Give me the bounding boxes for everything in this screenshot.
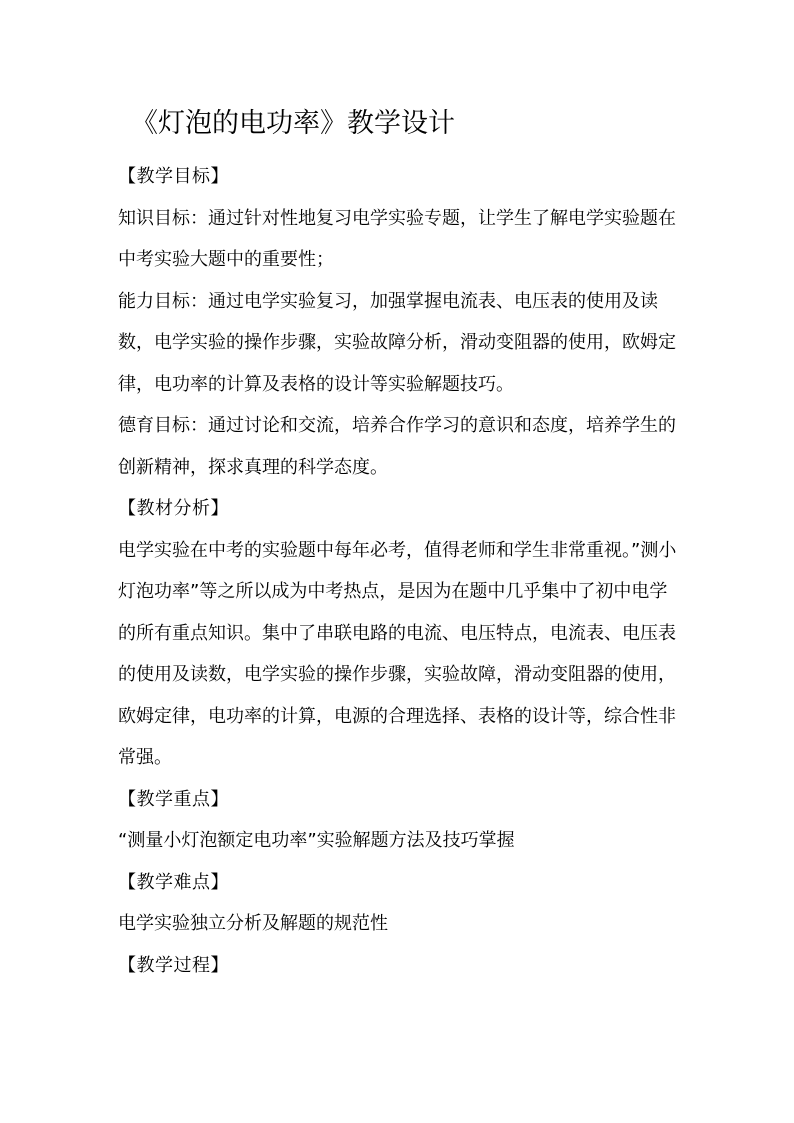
section-heading-key-points: 【教学重点】: [118, 788, 229, 810]
paragraph-moral-goal: 德育目标：通过讨论和交流，培养合作学习的意识和态度，培养学生的创新精神，探求真理的科学态度。: [118, 415, 676, 478]
paragraph-ability-goal: 能力目标：通过电学实验复习，加强掌握电流表、电压表的使用及读数，电学实验的操作步骤，实验故障分析，滑动变阻器的使用，欧姆定律，电功率的计算及表格的设计等实验解题技巧。: [118, 290, 676, 395]
document-title: 《灯泡的电功率》教学设计: [131, 108, 455, 139]
paragraph-knowledge-goal: 知识目标：通过针对性地复习电学实验专题，让学生了解电学实验题在中考实验大题中的重要性；: [118, 207, 676, 270]
paragraph-material-analysis: 电学实验在中考的实验题中每年必考，值得老师和学生非常重视。”测小灯泡功率”等之所以成为中考热点，是因为在题中几乎集中了初中电学的所有重点知识。集中了串联电路的电流、电压特点，电流表、电压表的使用及读数，电学实验的操作步骤，实验故障，滑动变阻器的使用，欧姆定律，电功率的计算，电源的合理选择、表格的设计等，综合性非常强。: [118, 539, 677, 768]
section-heading-process: 【教学过程】: [118, 954, 229, 976]
section-heading-difficulties: 【教学难点】: [118, 871, 229, 893]
paragraph-difficulties: 电学实验独立分析及解题的规范性: [118, 913, 388, 934]
section-heading-objectives: 【教学目标】: [118, 166, 229, 187]
paragraph-key-points: “测量小灯泡额定电功率”实验解题方法及技巧掌握: [118, 830, 515, 851]
section-heading-material-analysis: 【教材分析】: [118, 498, 229, 519]
document-body: [118, 156, 678, 986]
